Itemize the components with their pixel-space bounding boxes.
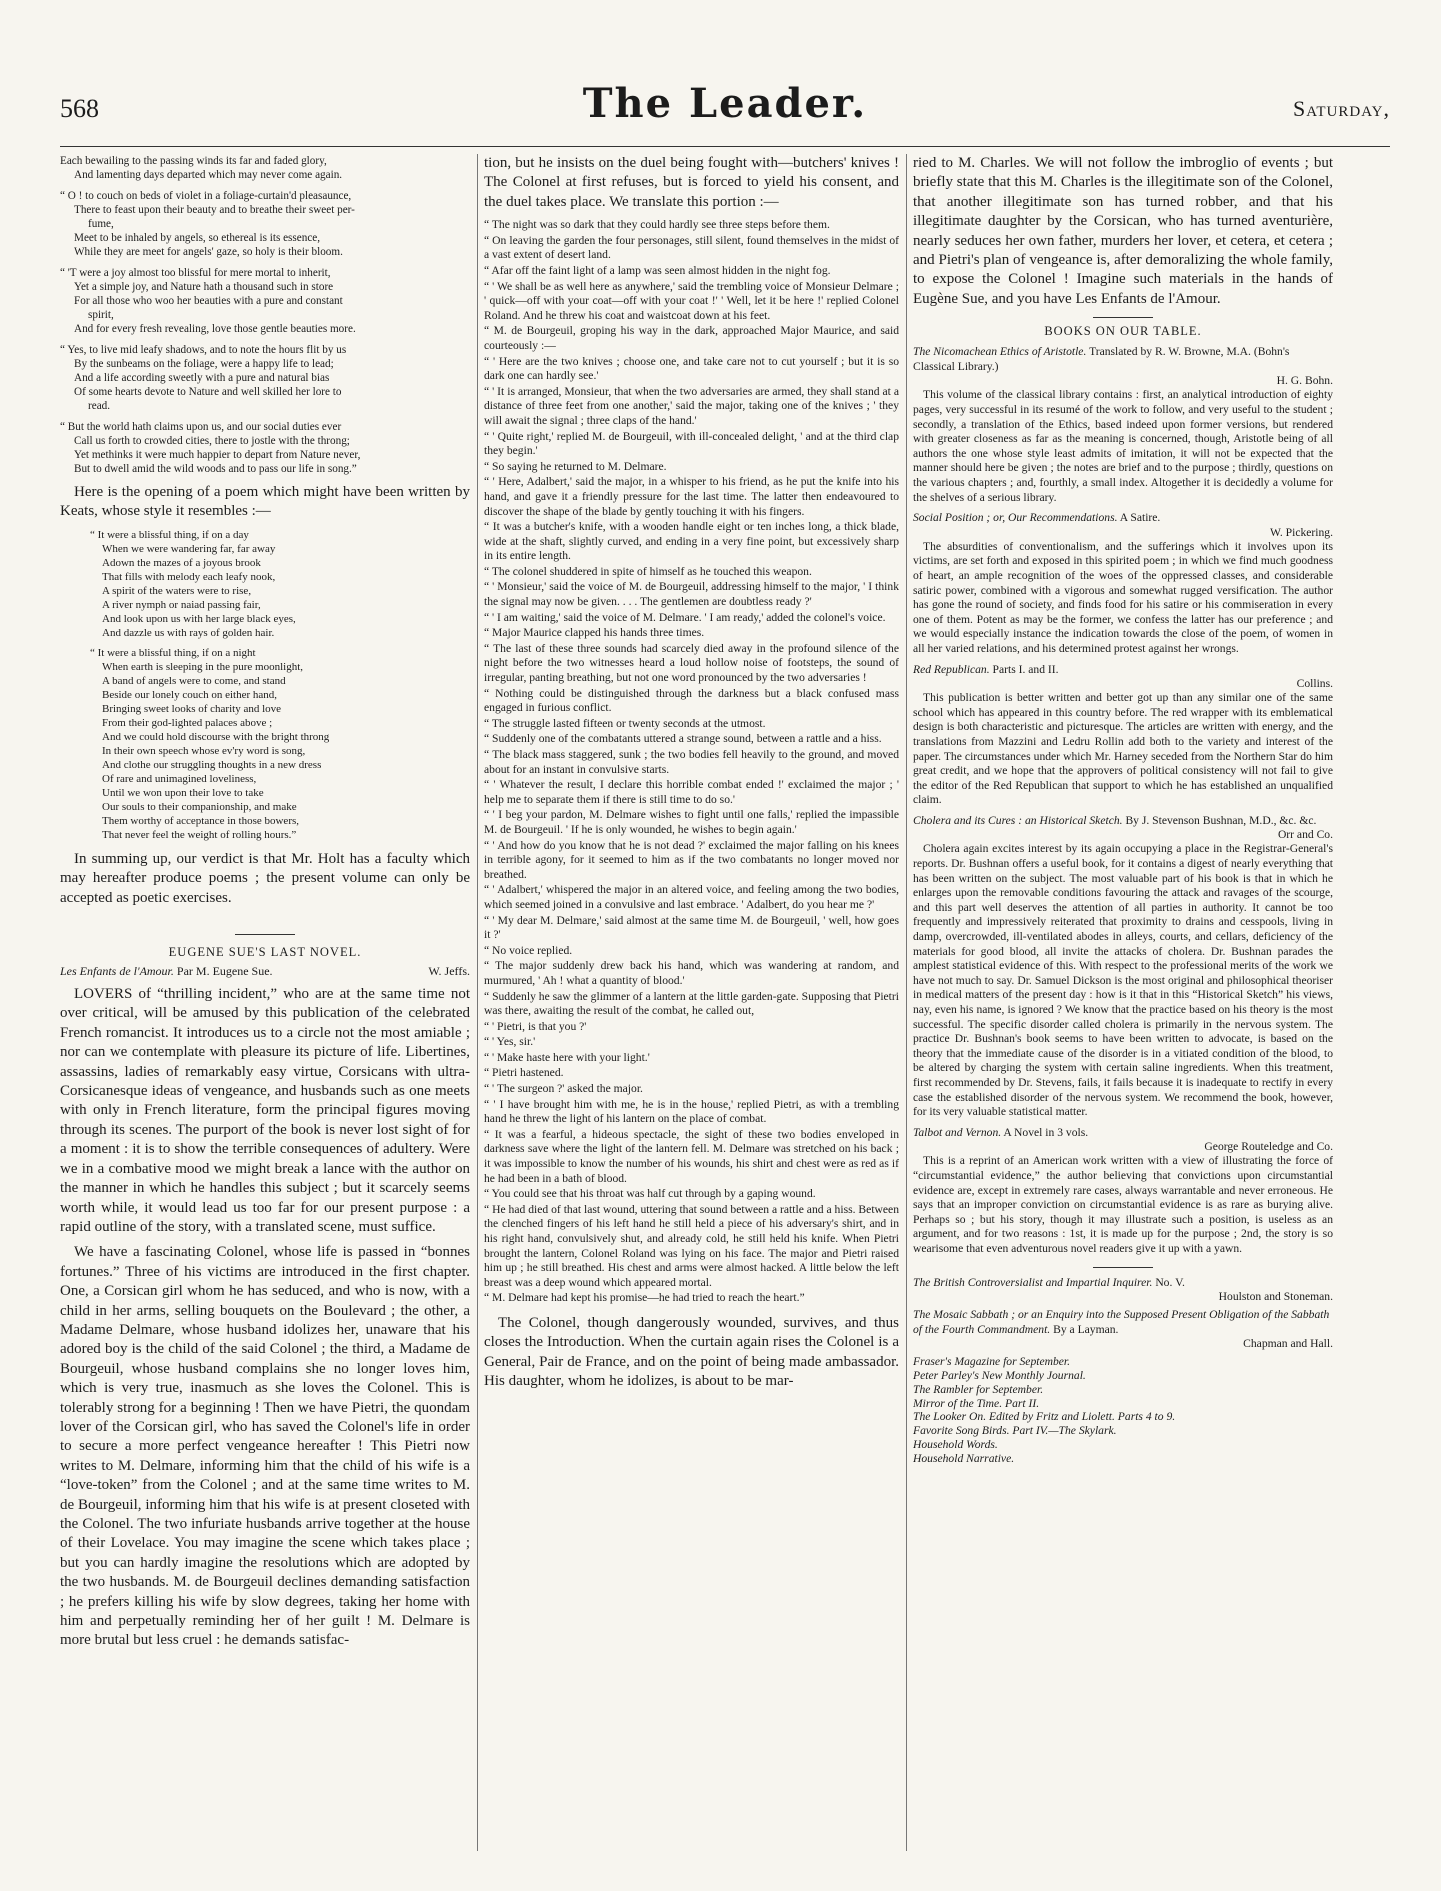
scene-paragraph: “ No voice replied. (484, 943, 573, 957)
page-number: 568 (60, 94, 99, 123)
received-list-item: The Looker On. Edited by Fritz and Liolett. Parts 4 to 9. (913, 1410, 1176, 1424)
received-list (913, 1355, 1333, 1465)
verse-line: “ 'T were a joy almost too blissful for mere mortal to inherit, (60, 267, 331, 279)
book-publisher: W. Pickering. (1269, 525, 1333, 539)
scene-paragraph: “ ' And how do you know that he is not dead ?' exclaimed the major falling on his knees in terrible agony, for it seemed to him as if the two combatants no longer moved nor breathed. (484, 838, 899, 881)
book-heading (913, 1126, 1333, 1141)
verse-line: And lamenting days departed which may never come again. (74, 169, 343, 181)
book-entry (913, 814, 1333, 1120)
scene-paragraph: “ ' Whatever the result, I declare this horrible combat ended !' exclaimed the major ; ' help me to separate them if there is still time to do so.' (484, 778, 899, 806)
scene-paragraph: “ ' Quite right,' replied M. de Bourgeuil, with ill-concealed delight, ' and at the third clap they begin.' (484, 429, 899, 458)
book-meta: A Novel in 3 vols. (1003, 1125, 1089, 1139)
column-2 (484, 154, 899, 1851)
scene-paragraph: “ ' It is arranged, Monsieur, that when the two adversaries are armed, they shall stand at a distance of three feet from one another,' said the major, taking one of the knives ; ' they will await the signal ; three claps of the hand.' (484, 384, 899, 427)
verse-line: While they are meet for angels' gaze, so holy is their bloom. (74, 246, 343, 258)
received-title: The British Controversialist and Impartial Inquirer. (913, 1275, 1153, 1289)
book-heading (913, 511, 1333, 526)
scene-paragraph: “ On leaving the garden the four personages, still silent, found themselves in the midst of a vast extent of desert land. (484, 233, 899, 262)
scene-paragraph: “ He had died of that last wound, uttering that sound between a rattle and a hiss. Between the clenched fingers of his left hand he still held a piece of his adversary's shirt, and in his right hand, convulsively shut, and already cold, he still held his knife. When Pietri brought the lantern, Colonel Roland was lying on his face. The major and Pietri raised him up ; he still breathed. His chest and arms were almost hacked. A little below the left breast was a deep wound which appeared mortal. (484, 1202, 899, 1289)
poem-line: “ It were a blissful thing, if on a day (90, 528, 249, 541)
poem-line: Our souls to their companionship, and make (102, 800, 297, 813)
verse-line: spirit, (88, 309, 114, 321)
book-title: Social Position ; or, Our Recommendations. (913, 511, 1118, 525)
masthead-title: The Leader. (582, 80, 868, 127)
column-3 (913, 154, 1333, 1851)
verse-stanza (60, 420, 470, 476)
verse-line: Yet a simple joy, and Nature hath a thousand such in store (74, 281, 334, 293)
book-publisher: Orr and Co. (1277, 828, 1333, 842)
column-divider (477, 154, 478, 1851)
scene-paragraph: “ The night was so dark that they could hardly see three steps before them. (484, 218, 830, 232)
poem-line: That never feel the weight of rolling hours.” (102, 828, 297, 841)
intro-paragraph: Here is the opening of a poem which might have been written by Keats, whose style it resembles :— (60, 484, 470, 520)
verse-line: For all those who woo her beauties with a pure and constant (74, 295, 343, 307)
poem-line: In their own speech whose ev'ry word is song, (102, 744, 306, 757)
scene-paragraph: “ M. Delmare had kept his promise—he had tried to reach the heart.” (484, 1291, 805, 1305)
book-meta: A Satire. (1119, 511, 1161, 525)
scene-paragraph: “ The last of these three sounds had scarcely died away in the profound silence of the night before the two witnesses heard a loud hollow noise of footsteps, the sound of irregular, panting breathing, but not one word pronounced by the two adversaries ! (484, 641, 899, 685)
scene-paragraph: “ It was a butcher's knife, with a wooden handle eight or ten inches long, a thick blade, wide at the shaft, slightly curved, and ending in a very fine point, but excessively sharp in its entire length. (484, 520, 899, 563)
received-entry (913, 1276, 1333, 1305)
scene-paragraph: “ The colonel shuddered in spite of himself as he touched this weapon. (484, 564, 812, 578)
scene-paragraph: “ ' We shall be as well here as anywhere,' said the trembling voice of Monsieur Delmare ; ' quick—off with your coat—off with your coat !' ' Well, let it be here !' replied Colonel Roland. And he threw his coat and waistcoat down at his feet. (484, 279, 899, 322)
section-rule (235, 934, 295, 935)
received-list-item: Favorite Song Birds. Part IV.—The Skylark. (913, 1424, 1117, 1438)
poem-line: A spirit of the waters were to rise, (102, 584, 252, 597)
review-paragraph: LOVERS of “thrilling incident,” who are at the same time not over critical, will be amused by this publication of the celebrated French romancist. It introduces us to a circle not the most amiable ; nor can we contemplate with pleasure its picture of life. Libertines, assassins, ladies of remarkably easy virtue, Corsicans with ultra-Corsicanesque ideas of vengeance, and husbands such as one meets with only in French literature, form the principal figures moving through its scenes. The purport of the book is never lost sight of for a moment : it is to show the terrible consequences of adultery. Were we in a combative mood we might break a lance with the author on the manner in which he handles this subject ; but it scarcely seems worth while, it would lead us too far for our present purpose : a rapid outline of the story, with a translated scene, must suffice. (60, 986, 470, 1235)
review-citation (60, 964, 470, 979)
books-block (913, 345, 1333, 1256)
received-heading (913, 1308, 1333, 1337)
poem-block (60, 528, 470, 842)
section-title: EUGENE SUE'S LAST NOVEL. (168, 945, 362, 960)
received-list-item: The Rambler for September. (913, 1382, 1044, 1396)
scene-paragraph: “ ' Pietri, is that you ?' (484, 1019, 587, 1033)
book-publisher: Collins. (1296, 677, 1333, 691)
received-meta: No. V. (1155, 1275, 1185, 1289)
poem-line: From their god-lighted palaces above ; (102, 716, 273, 729)
book-title: Cholera and its Cures : an Historical Sketch. (913, 813, 1123, 827)
verse-line: “ O ! to couch on beds of violet in a foliage-curtain'd pleasaunce, (60, 190, 352, 202)
verse-line: And for every fresh revealing, love those gentle beauties more. (74, 323, 356, 335)
verse-stanza (60, 154, 470, 182)
book-heading (913, 814, 1333, 829)
verse-line: “ But the world hath claims upon us, and our social duties ever (60, 421, 342, 433)
received-entry (913, 1308, 1333, 1351)
book-heading (913, 663, 1333, 678)
closing-paragraph: The Colonel, though dangerously wounded, survives, and thus closes the Introduction. When the curtain again rises the Colonel is a General, Pair de France, and on the point of being made ambassador. His daughter, whom he idolizes, is about to be mar- (484, 1314, 899, 1390)
book-review: This publication is better written and better got up than any similar one of the same school which has appeared in this country before. The red wrapper with its emblematical design is both characteristic and picturesque. The articles are written with energy, and the translations from Mazzini and Ledru Rollin add both to the variety and interest of the paper. The circumstances under which Mr. Harney seceded from the Northern Star do him great credit, and we hope that the approvers of political consistency will not fail to give the editor of the Red Republican that support to which he has established an unqualified claim. (913, 691, 1333, 807)
citation-title: Les Enfants de l'Amour. (60, 964, 174, 979)
poem-line: And we could hold discourse with the bright throng (102, 730, 330, 743)
verse-line: Each bewailing to the passing winds its far and faded glory, (60, 155, 327, 167)
summing-paragraph: In summing up, our verdict is that Mr. Holt has a faculty which may hereafter produce poems ; the present volume can only be accepted as poetic exercises. (60, 850, 470, 906)
scene-paragraph: “ The major suddenly drew back his hand, which was wandering at random, and murmured, ' Ah ! what a quantity of blood.' (484, 959, 899, 987)
books-section-title: BOOKS ON OUR TABLE. (1044, 324, 1202, 339)
scene-paragraph: “ ' Monsieur,' said the voice of M. de Bourgeuil, addressing himself to the major, ' I think the signal may now be given. . . . The gentlemen are doubtless ready ?' (484, 580, 899, 609)
received-publisher: Houlston and Stoneman. (1218, 1290, 1333, 1304)
verse-line: fume, (88, 218, 114, 230)
review-paragraph: We have a fascinating Colonel, whose life is passed in “bonnes fortunes.” Three of his victims are introduced in the first chapter. One, a Corsican girl whom he has seduced, and who is now, with a child in her arms, selling bouquets on the Boulevard ; the other, a Madame Delmare, whose husband idolizes her, unaware that his adored boy is the child of the said Colonel ; the third, a Madame de Bourgeuil, whose husband complains she no longer loves him, which is very true, inasmuch as she loves the Colonel. This is tolerably strong for a beginning ! Then we have Pietri, the quondam lover of the Corsican girl, who has saved the Colonel's life in order to secure a more perfect vengeance hereafter ! This Pietri now writes to M. Delmare, informing him that the child of his wife is a “love-token” from the Colonel ; and at the same time writes to M. de Bourgeuil, informing him that his wife is at present closeted with the Colonel. The two infuriate husbands arrive together at the house of their Lovelace. You may imagine the scene which takes place ; but you can hardly imagine the resolutions which are adopted by the two husbands. M. de Bourgeuil declines demanding satisfaction ; he prefers killing his wife by slow degrees, taking her home with him and perpetually reminding her of her guilt ! M. Delmare is more brutal but less cruel : he demands satisfac- (60, 1244, 470, 1649)
verse-line: By the sunbeams on the foliage, were a happy life to lead; (74, 358, 334, 370)
received-heading (913, 1276, 1333, 1291)
section-rule (1093, 1267, 1153, 1268)
verse-line: Yet methinks it were much happier to depart from Nature never, (74, 449, 361, 461)
book-review: This volume of the classical library contains : first, an analytical introduction of eighty pages, very successful in its resumé of the work to follow, and very useful to the student ; secondly, a translation of the Ethics, based indeed upon former versions, but rendered with greater closeness as far as the meaning is concerned, though, Aristotle being of all authors the one whose style least admits of imitation, it will not be expected that the manner should here be given ; the notes are brief and to the purpose ; thirdly, questions on the various chapters ; and, fourthly, a small index. Altogether it is decidedly a volume for the shelves of a serious library. (913, 388, 1333, 504)
poem-line: Them worthy of acceptance in those bowers, (102, 814, 300, 827)
masthead-day: Saturday, (1292, 96, 1390, 121)
poem-line: That fills with melody each leafy nook, (102, 570, 276, 583)
received-block (913, 1276, 1333, 1352)
section-rule (1093, 317, 1153, 318)
scene-paragraph: “ ' Here, Adalbert,' said the major, in a whisper to his friend, as he put the knife into his hand, and gave it a friendly pressure for the last time. The latter then endeavoured to discover the shape of the blade by gently touching it with his fingers. (484, 475, 899, 518)
scene-paragraph: “ ' I have brought him with me, he is in the house,' replied Pietri, as with a trembling hand he threw the light of his lantern on the place of combat. (484, 1097, 899, 1126)
masthead (60, 80, 1390, 140)
citation-publisher: W. Jeffs. (428, 964, 470, 979)
scene-paragraph: “ Nothing could be distinguished through the darkness but a black confused mass engaged in furious conflict. (484, 686, 899, 715)
book-title: Talbot and Vernon. (913, 1125, 1002, 1139)
scene-paragraph: “ It was a fearful, a hideous spectacle, the sight of these two bodies enveloped in darkness save where the light of the lantern fell. M. Delmare was stretched on his back ; it was impossible to know the number of his wounds, his shirt and chest were as red as if he had been in a bath of blood. (484, 1127, 899, 1185)
verse-line: Of some hearts devote to Nature and well skilled her lore to (74, 386, 342, 398)
received-list-item: Mirror of the Time. Part II. (913, 1396, 1040, 1410)
verse-line: Meet to be inhaled by angels, so ethereal is its essence, (74, 232, 321, 244)
verse-line: And a life according sweetly with a pure and natural bias (74, 372, 330, 384)
column-divider (906, 154, 907, 1851)
book-meta: By J. Stevenson Bushnan, M.D., &c. &c. (1125, 813, 1317, 827)
scene-paragraph: “ Suddenly he saw the glimmer of a lantern at the little garden-gate. Supposing that Pietri was there, awaiting the result of the combat, he called out, (484, 989, 899, 1018)
received-list-item: Peter Parley's New Monthly Journal. (913, 1369, 1086, 1383)
scene-paragraph: “ Suddenly one of the combatants uttered a strange sound, between a rattle and a hiss. (484, 732, 882, 746)
poem-line: Adown the mazes of a joyous brook (102, 556, 261, 569)
poem-line: Bringing sweet looks of charity and love (102, 702, 282, 715)
received-list-item: Fraser's Magazine for September. (913, 1355, 1071, 1369)
scene-paragraph: “ ' My dear M. Delmare,' said almost at the same time M. de Bourgeuil, ' well, how goes it ?' (484, 913, 899, 942)
masthead-rule (60, 146, 1390, 147)
scene-paragraph: “ ' I am waiting,' said the voice of M. Delmare. ' I am ready,' added the colonel's voice. (484, 610, 886, 624)
scene-paragraph: “ Pietri hastened. (484, 1066, 564, 1080)
poem-line: And clothe our struggling thoughts in a new dress (102, 758, 322, 771)
scene-paragraph: “ You could see that his throat was half cut through by a gaping wound. (484, 1187, 816, 1201)
scene-paragraph: “ So saying he returned to M. Delmare. (484, 459, 667, 473)
scene-paragraph: “ M. de Bourgeuil, groping his way in the dark, approached Major Maurice, and said courteously :— (484, 324, 899, 352)
scene-paragraph: “ The struggle lasted fifteen or twenty seconds at the utmost. (484, 716, 766, 730)
scene-paragraph: “ ' Make haste here with your light.' (484, 1050, 650, 1064)
scene-paragraph: “ ' Here are the two knives ; choose one, and take care not to cut yourself ; but it is so dark one can hardly see.' (484, 354, 899, 383)
book-meta: Parts I. and II. (992, 662, 1059, 676)
received-publisher: Chapman and Hall. (1243, 1337, 1333, 1351)
column-1 (60, 154, 470, 1851)
book-entry (913, 663, 1333, 808)
scene-paragraph: “ ' Adalbert,' whispered the major in an altered voice, and feeling among the two bodies, which seemed joined in a convulsive and last embrace. ' Adalbert, do you hear me ?' (484, 883, 899, 911)
translated-scene (484, 218, 899, 1306)
poem-line: “ It were a blissful thing, if on a night (90, 646, 256, 659)
verse-stanza (60, 343, 470, 413)
received-list-item: Household Narrative. (913, 1451, 1015, 1465)
book-review: This is a reprint of an American work written with a view of illustrating the force of “circumstantial evidence,” the author believing that convictions upon circumstantial evidence are, except in extremely rare cases, always warrantable and never erroneous. He says that an improper conviction on circumstantial evidence is as rare as burying alive. Perhaps so ; but his story, though it may illustrate such a position, is useless as an argument, and for two reasons : 1st, it is made up for the purpose ; 2nd, the story is so wearisome that even adventurous novel readers give it up with a yawn. (913, 1154, 1333, 1255)
verse-stanza (60, 266, 470, 336)
book-meta: Translated by R. W. Browne, M.A. (Bohn's Classical Library.) (913, 345, 1290, 373)
scene-paragraph: “ ' The surgeon ?' asked the major. (484, 1082, 643, 1096)
poem-line: A band of angels were to come, and stand (102, 674, 286, 687)
scene-paragraph: “ Afar off the faint light of a lamp was seen almost hidden in the night fog. (484, 264, 831, 277)
poem-line: When we were wandering far, far away (102, 542, 276, 555)
book-entry (913, 1126, 1333, 1257)
book-publisher: George Routeledge and Co. (1204, 1140, 1333, 1154)
poem-line: Of rare and unimagined loveliness, (102, 772, 257, 785)
verse-line: read. (88, 400, 111, 412)
verse-line: “ Yes, to live mid leafy shadows, and to note the hours flit by us (60, 344, 347, 356)
received-title: The Mosaic Sabbath ; or an Enquiry into the Supposed Present Obligation of the Sabbath of the Fourth Commandment. (913, 1308, 1330, 1336)
poem-line: And dazzle us with rays of golden hair. (102, 626, 275, 639)
citation-author: Par M. Eugene Sue. (176, 964, 273, 979)
scene-paragraph: “ ' Yes, sir.' (484, 1035, 536, 1049)
book-title: The Nicomachean Ethics of Aristotle. (913, 345, 1087, 359)
review-continuation: ried to M. Charles. We will not follow the imbroglio of events ; but briefly state that this M. Charles is the illegitimate son of the Colonel, that another illegitimate son has turned robber, and that his illegitimate daughter by the Corsican, who has turned aventurière, nearly seduces her own father, murders her lover, et cetera, et cetera ; and Pietri's plan of vengeance is, after demoralizing the whole family, to expose the Colonel ! Imagine such materials in the hands of Eugène Sue, and you have Les Enfants de l'Amour. (913, 155, 1333, 307)
poem-line: When earth is sleeping in the pure moonlight, (102, 660, 304, 673)
verse-line: Call us forth to crowded cities, there to jostle with the throng; (74, 435, 350, 447)
poem-line: A river nymph or naiad passing fair, (102, 598, 261, 611)
translation-lead: tion, but he insists on the duel being fought with—butchers' knives ! The Colonel at first refuses, but is forced to yield his consent, and the duel takes place. We translate this portion :— (484, 155, 899, 210)
book-publisher: H. G. Bohn. (1276, 374, 1333, 388)
received-list-item: Household Words. (913, 1438, 998, 1452)
book-heading (913, 345, 1333, 374)
book-title: Red Republican. (913, 662, 990, 676)
scene-paragraph: “ ' I beg your pardon, M. Delmare wishes to fight until one falls,' replied the impassible M. de Bourgeuil. ' If he is only wounded, he wishes to begin again.' (484, 808, 899, 836)
received-meta: By a Layman. (1053, 1322, 1119, 1336)
verse-stanza (60, 189, 470, 259)
scene-paragraph: “ The black mass staggered, sunk ; the two bodies fell heavily to the ground, and moved about for an instant in convulsive starts. (484, 748, 899, 776)
book-review: Cholera again excites interest by its again occupying a place in the Registrar-General's reports. Dr. Bushnan offers a useful book, for it contains a digest of nearly everything that has been written on the subject. The most valuable part of his book is that in which he enlarges upon the removable conditions favouring the attack and ravages of the scourge, and this part well deserves the attention of all parties in authority. It cannot be too frequently and impressively reiterated that proximity to drains and cesspools, living in damp, overcrowded, ill-ventilated abodes in alleys, courts, and cellars, deficiency of the materials for good blood, all invite the attacks of cholera. Dr. Bushnan parades the amplest statistical evidence of this. With respect to the professional merits of the work we have not much to say. Dr. Samuel Dickson is the most original and philosophical theoriser in medical matters of the present day : how is it that in this “Historical Sketch” his views, nay, even his name, is ignored ? We know that the practice based on his theory is the most successful. The specific disorder called cholera is primarily in the nervous system. The practice Dr. Bushnan's book seems to have been written to advocate, is based on the theory that the immediate cause of the disorder is in a vitiated condition of the blood, to be altered by charging the system with certain saline ingredients. When this treatment, first recommended by Dr. Stevens, fails, it fails because it is inadequate to rectify in every case the established disorder of the nervous system. We recommend the book, however, for its very valuable statistical matter. (913, 842, 1333, 1119)
verse-block (60, 154, 470, 476)
poem-line: Beside our lonely couch on either hand, (102, 688, 278, 701)
book-review: The absurdities of conventionalism, and the sufferings which it involves upon its victims, are set forth and exposed in this spirited poem ; in which we find much goodness of heart, an ample recognition of the woes of the oppressed classes, and considerable satiric power, combined with a vigorous and somewhat rugged versification. The author has gone the round of society, and finds food for his satire or his commiseration in every one of them. Potent as may be the former, we confess the latter has our preference ; and we would especially instance the indication towards the close of the poem, of women in all her varied relations, and his determined protest against her wrongs. (913, 539, 1333, 655)
verse-line: There to feast upon their beauty and to breathe their sweet per- (74, 204, 355, 216)
book-entry (913, 345, 1333, 505)
scene-paragraph: “ Major Maurice clapped his hands three times. (484, 626, 705, 640)
book-entry (913, 511, 1333, 656)
poem-line: And look upon us with her large black eyes, (102, 612, 296, 625)
verse-line: But to dwell amid the wild woods and to pass our life in song.” (74, 463, 357, 475)
poem-line: Until we won upon their love to take (102, 786, 264, 799)
